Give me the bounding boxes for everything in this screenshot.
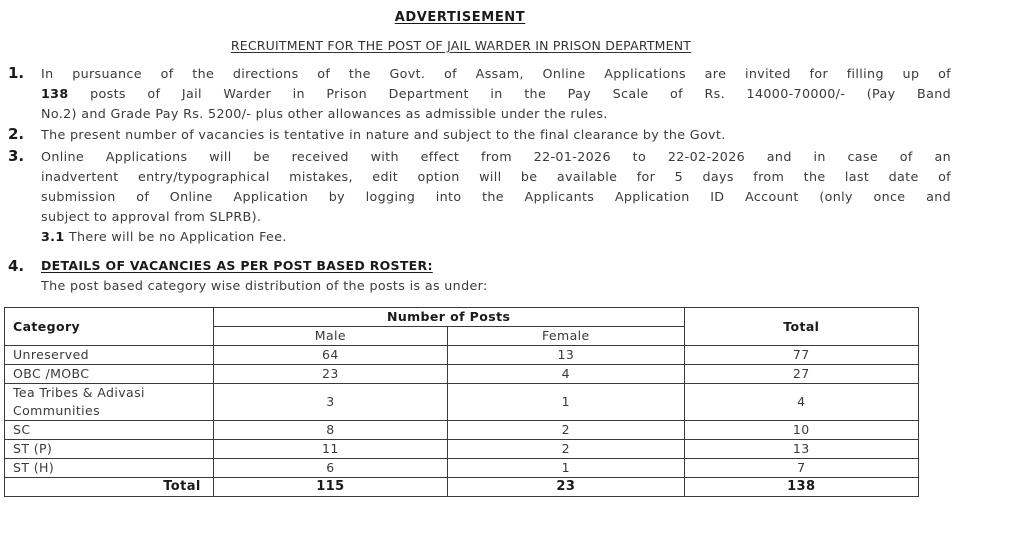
row-female: 2 (448, 421, 684, 440)
table-total-row (5, 478, 919, 497)
point-1-text (41, 64, 951, 124)
row-total: 13 (684, 440, 918, 459)
row-male: 8 (213, 421, 447, 440)
point-4-number: 4. (8, 257, 25, 275)
point-1-line-2 (41, 84, 951, 104)
recruitment-subtitle (0, 38, 922, 53)
point-2-line-1: The present number of vacancies is tentative in nature and subject to the final clearance by the Govt. (41, 127, 726, 142)
point-3-text (41, 147, 951, 247)
row-female: 4 (448, 365, 684, 384)
row-total: 4 (684, 384, 918, 421)
row-female: 1 (448, 384, 684, 421)
header-category: Category (5, 308, 214, 346)
total-female: 23 (448, 478, 684, 497)
row-female: 2 (448, 440, 684, 459)
row-male: 11 (213, 440, 447, 459)
table-row (5, 459, 919, 478)
header-total: Total (684, 308, 918, 346)
point-3-1 (41, 227, 951, 247)
table-row (5, 384, 919, 421)
row-category: ST (P) (5, 440, 214, 459)
table-row (5, 346, 919, 365)
point-3-line-2: inadvertent entry/typographical mistakes, edit option will be available for 5 days from the last date of (41, 169, 951, 184)
point-3-line-1: Online Applications will be received with effect from 22-01-2026 to 22-02-2026 and in case of an (41, 149, 951, 164)
vacancy-details-intro: The post based category wise distribution of the posts is as under: (41, 278, 488, 293)
row-total: 10 (684, 421, 918, 440)
point-1-number: 1. (8, 64, 25, 82)
point-3-number: 3. (8, 147, 25, 165)
title-text: ADVERTISEMENT (394, 10, 526, 25)
table-row (5, 421, 919, 440)
total-label: Total (5, 478, 214, 497)
subtitle-text: RECRUITMENT FOR THE POST OF JAIL WARDER IN PRISON DEPARTMENT (230, 38, 692, 53)
point-3-line-4: subject to approval from SLPRB). (41, 209, 262, 224)
point-1-line-3: No.2) and Grade Pay Rs. 5200/- plus other allowances as admissible under the rules. (41, 106, 608, 121)
total-overall: 138 (684, 478, 918, 497)
row-category: OBC /MOBC (5, 365, 214, 384)
point-2-text (41, 125, 951, 145)
point-2-number: 2. (8, 125, 25, 143)
point-3-line-3: submission of Online Application by logging into the Applicants Application ID Account (only once and (41, 189, 951, 204)
row-male: 64 (213, 346, 447, 365)
total-male: 115 (213, 478, 447, 497)
vacancy-table (4, 307, 919, 497)
row-male: 3 (213, 384, 447, 421)
vacancy-details-heading: DETAILS OF VACANCIES AS PER POST BASED ROSTER: (41, 258, 433, 273)
row-male: 6 (213, 459, 447, 478)
table-row (5, 440, 919, 459)
point-3-1-number: 3.1 (41, 229, 65, 244)
point-1-line-2-text: posts of Jail Warder in Prison Department in the Pay Scale of Rs. 14000-70000/- (Pay Band (90, 86, 951, 101)
point-1-line-1: In pursuance of the directions of the Govt. of Assam, Online Applications are invited for filling up of (41, 66, 951, 81)
row-total: 7 (684, 459, 918, 478)
row-total: 27 (684, 365, 918, 384)
header-number-of-posts: Number of Posts (213, 308, 684, 327)
header-female: Female (448, 327, 684, 346)
row-category: ST (H) (5, 459, 214, 478)
row-male: 23 (213, 365, 447, 384)
row-female: 13 (448, 346, 684, 365)
row-total: 77 (684, 346, 918, 365)
table-header-row (5, 308, 919, 327)
vacancy-count: 138 (41, 86, 69, 101)
point-3-1-text: There will be no Application Fee. (68, 229, 287, 244)
row-category: Unreserved (5, 346, 214, 365)
row-category: SC (5, 421, 214, 440)
row-female: 1 (448, 459, 684, 478)
header-male: Male (213, 327, 447, 346)
table-row (5, 365, 919, 384)
advertisement-title (0, 10, 920, 25)
row-category: Tea Tribes & Adivasi Communities (5, 384, 214, 421)
